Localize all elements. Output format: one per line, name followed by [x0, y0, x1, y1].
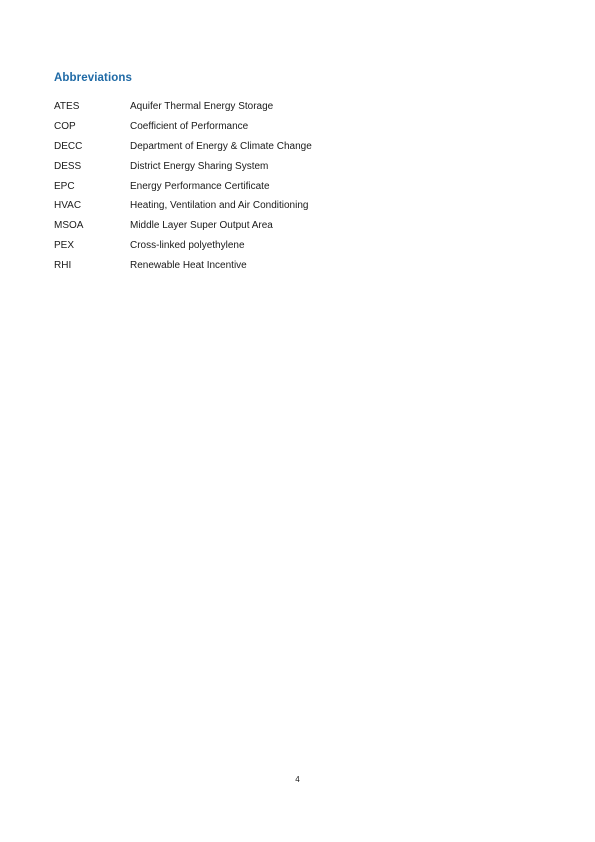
- abbreviation-code: RHI: [54, 260, 72, 272]
- abbreviation-code: DECC: [54, 140, 83, 152]
- abbreviation-definition: Heating, Ventilation and Air Conditioning: [130, 200, 309, 212]
- abbreviation-code: EPC: [54, 180, 75, 192]
- abbreviation-row: [54, 256, 474, 276]
- abbreviation-row: [54, 196, 474, 216]
- abbreviation-definition: Coefficient of Performance: [130, 120, 249, 132]
- abbreviation-row: [54, 157, 474, 177]
- abbreviation-row: [54, 177, 474, 197]
- section-heading: Abbreviations: [54, 72, 132, 84]
- abbreviation-row: [54, 236, 474, 256]
- abbreviation-definition: Middle Layer Super Output Area: [130, 220, 273, 232]
- abbreviation-code: HVAC: [54, 200, 82, 212]
- abbreviation-definition: Aquifer Thermal Energy Storage: [130, 100, 274, 112]
- abbreviation-code: MSOA: [54, 220, 84, 232]
- abbreviation-definition: Cross-linked polyethylene: [130, 240, 245, 252]
- abbreviation-code: DESS: [54, 160, 82, 172]
- abbreviation-code: COP: [54, 120, 76, 132]
- abbreviation-code: PEX: [54, 240, 75, 252]
- abbreviation-definition: Department of Energy & Climate Change: [130, 140, 312, 152]
- abbreviation-definition: Renewable Heat Incentive: [130, 260, 247, 272]
- abbreviation-row: [54, 117, 474, 137]
- abbreviation-row: [54, 137, 474, 157]
- page-number: 4: [295, 775, 300, 784]
- abbreviation-definition: Energy Performance Certificate: [130, 180, 270, 192]
- abbreviations-list: [54, 97, 474, 276]
- abbreviation-row: [54, 97, 474, 117]
- abbreviation-code: ATES: [54, 100, 80, 112]
- abbreviation-row: [54, 216, 474, 236]
- abbreviation-definition: District Energy Sharing System: [130, 160, 269, 172]
